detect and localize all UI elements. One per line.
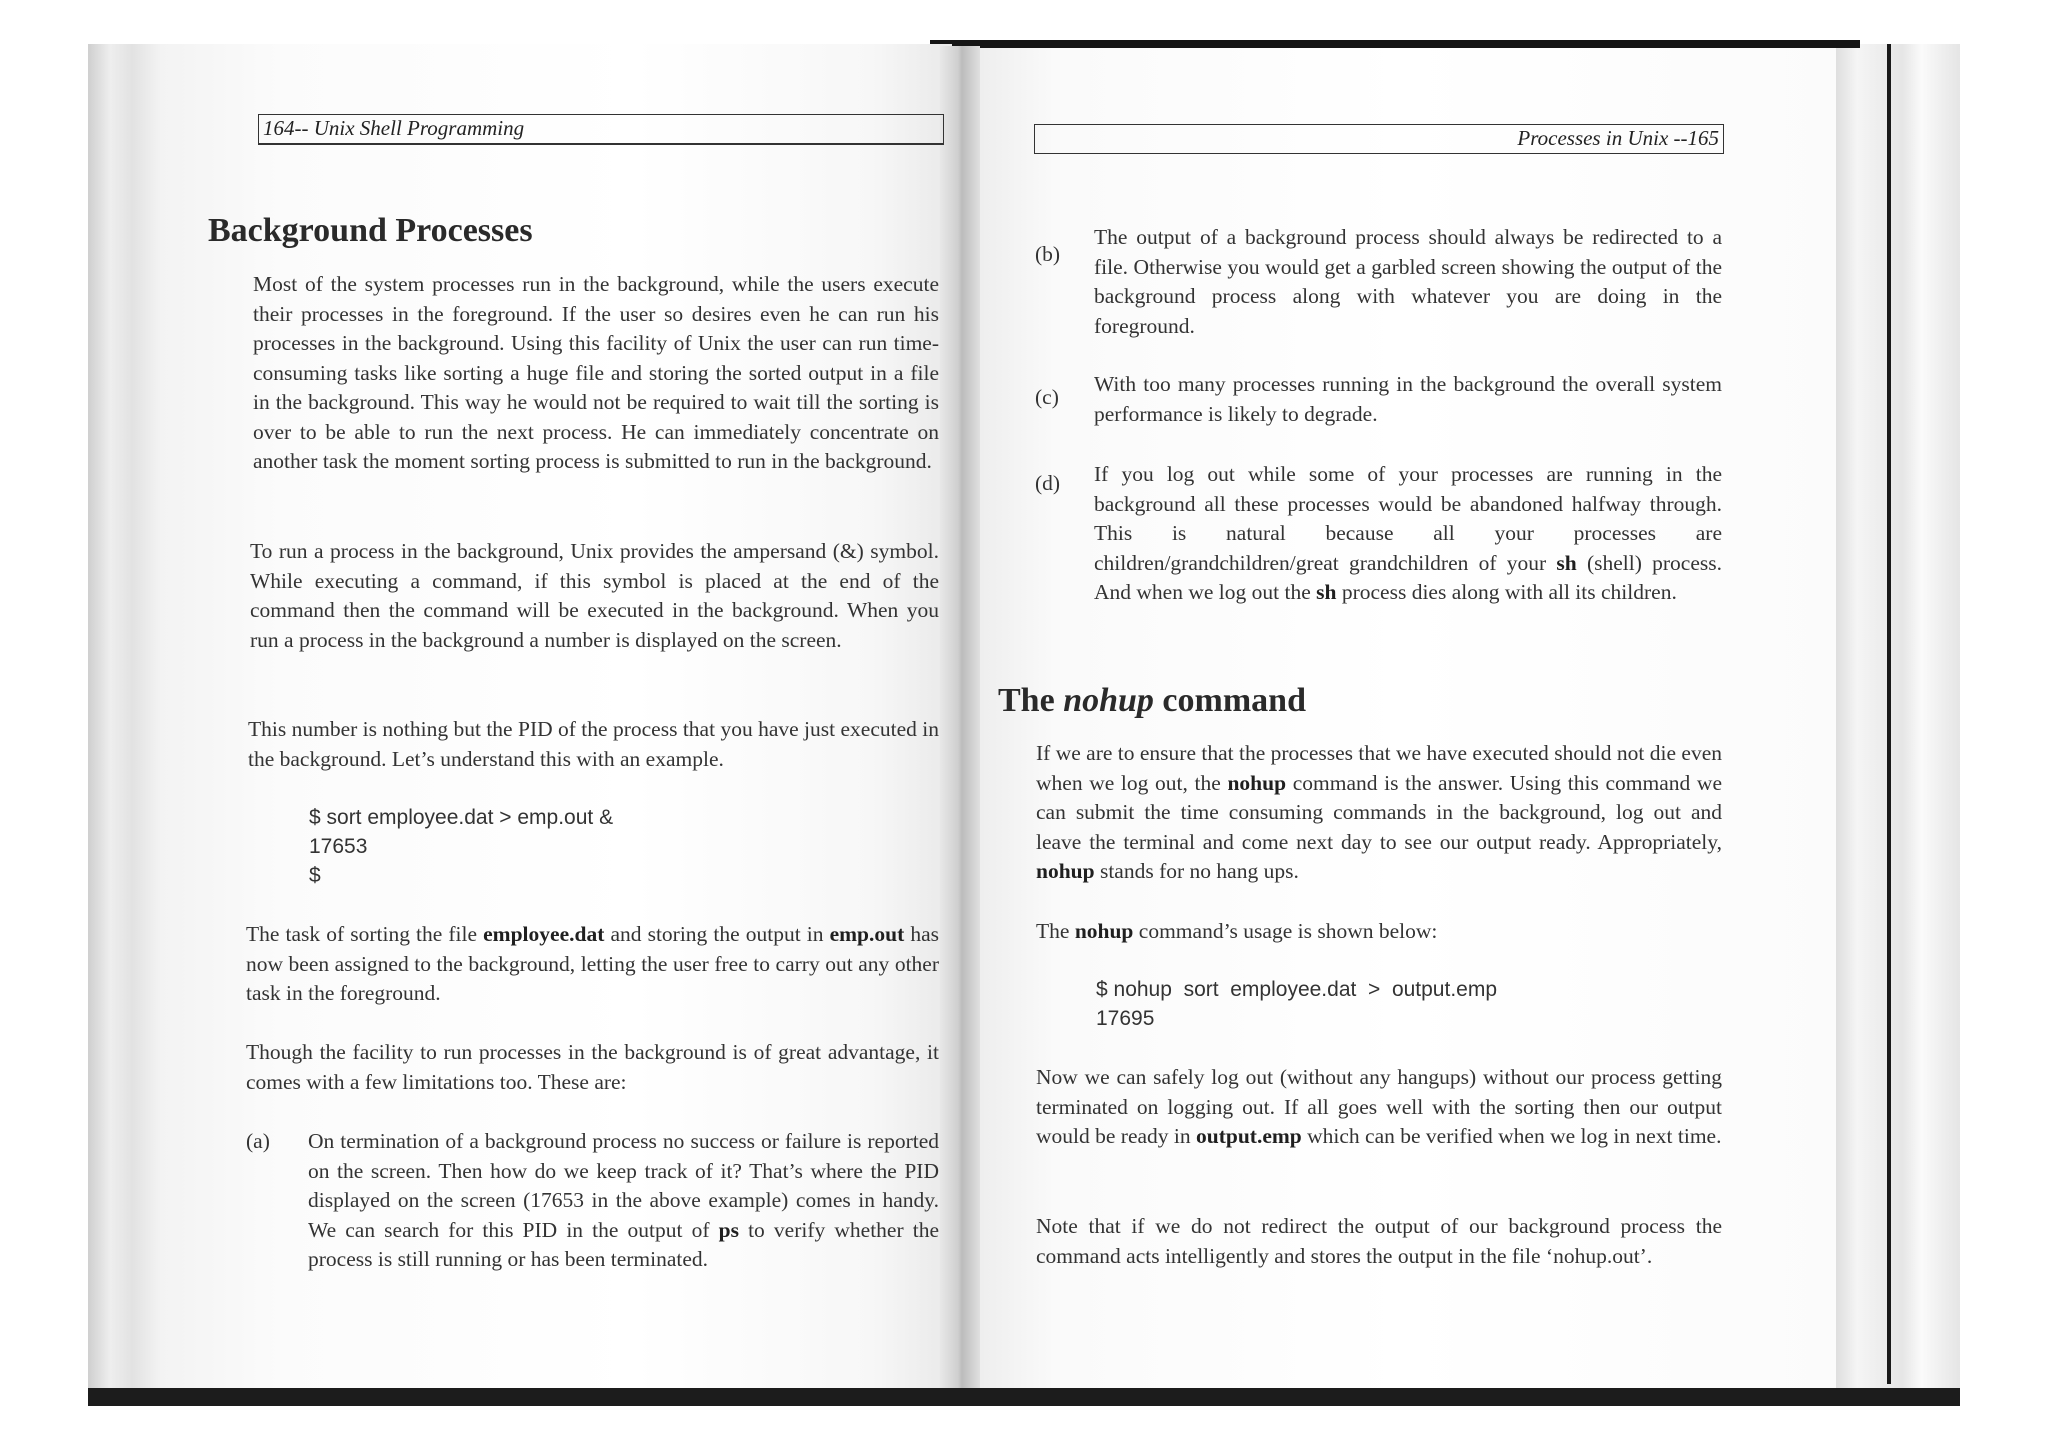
text-run: Now we can safely log out (without any hangups) without our process getting terminated on logging out. If all goes well with the sorting then our output would be ready in xyxy=(1036,1065,1722,1148)
item-b-text: The output of a background process should always be redirected to a file. Otherwise you would get a garbled screen showing the output of the background process along with whatever you are doing in the foreground. xyxy=(1094,225,1722,338)
paragraph-nohup-intro xyxy=(1036,739,1722,887)
code-line: $ sort employee.dat > emp.out & xyxy=(309,806,614,829)
command-nohup: nohup xyxy=(1074,919,1134,943)
item-b-label: (b) xyxy=(1035,242,1061,266)
bottom-cover-edge xyxy=(88,1388,1960,1406)
filename-employee-dat: employee.dat xyxy=(483,922,605,946)
right-page-edges xyxy=(1832,44,1960,1404)
text-run-italic: nohup xyxy=(1063,682,1154,719)
text-run: command is the answer. Using this command we can submit the time consuming commands in the background, log out and leave the terminal and come next day to see our output ready. Appropriately, xyxy=(1036,770,1722,854)
text-run: The xyxy=(998,682,1064,719)
item-a-text xyxy=(308,1127,939,1275)
command-nohup: nohup xyxy=(1227,770,1287,795)
right-running-header: Processes in Unix --165 xyxy=(1034,124,1724,154)
text-run: The task of sorting the file xyxy=(246,922,484,946)
item-a-label: (a) xyxy=(246,1129,270,1153)
command-nohup: nohup xyxy=(1036,859,1095,883)
text-run: which can be verified when we log in next time. xyxy=(1301,1124,1722,1148)
left-page-edges xyxy=(88,44,162,1404)
filename-output-emp: output.emp xyxy=(1196,1124,1302,1148)
text-run: The xyxy=(1036,919,1075,943)
paragraph-nohup-usage xyxy=(1036,917,1722,947)
command-sh: sh xyxy=(1316,580,1337,604)
cover-edge xyxy=(1887,44,1891,1384)
code-line: $ xyxy=(309,864,321,887)
code-example-sort xyxy=(309,803,613,890)
paragraph-pid: This number is nothing but the PID of the process that you have just executed in the background. Let’s understand this with an example. xyxy=(248,717,939,771)
left-running-header: 164-- Unix Shell Programming xyxy=(258,114,944,145)
text-run: command’s usage is shown below: xyxy=(1133,919,1438,943)
text-run: On termination of a background process no success or failure is reported on the screen. Then how do we keep track of it? That’s where the PID displayed on the screen (17653 in the above example) comes in handy. We can search for this PID in the output of xyxy=(308,1129,939,1242)
item-d-label: (d) xyxy=(1035,471,1061,495)
code-line: 17695 xyxy=(1096,1007,1155,1030)
paragraph-task-sorting xyxy=(246,920,939,1009)
book-gutter xyxy=(940,46,980,1388)
heading-background-processes: Background Processes xyxy=(208,212,533,249)
text-run: If we are to ensure that the processes that we have executed should not die even when we log out, the xyxy=(1036,741,1722,795)
paragraph-safely-log-out xyxy=(1036,1063,1722,1152)
code-line: $ nohup sort employee.dat > output.emp xyxy=(1096,978,1498,1001)
text-run: and storing the output in xyxy=(604,922,830,946)
paragraph-intro: Most of the system processes run in the background, while the users execute their processes in the foreground. If the user so desires even he can run his processes in the background. Using this facility of Unix the user can run time-consuming tasks like sorting a huge file and storing the sorted output in a file in the background. This way he would not be required to wait till the sorting is over to be able to run the next process. He can immediately concentrate on another task the moment sorting process is submitted to run in the background. xyxy=(253,272,939,473)
heading-nohup-command xyxy=(998,682,1306,720)
top-cover-edge xyxy=(930,40,1860,48)
filename-emp-out: emp.out xyxy=(829,922,905,946)
text-run: (shell) process. And when we log out the xyxy=(1094,550,1723,604)
code-example-nohup xyxy=(1096,975,1497,1033)
code-line: 17653 xyxy=(309,835,368,858)
text-run: has now been assigned to the background, letting the user free to carry out any other task in the foreground. xyxy=(246,922,939,1005)
item-c-text: With too many processes running in the background the overall system performance is likely to degrade. xyxy=(1094,372,1722,426)
paragraph-limitations: Though the facility to run processes in the background is of great advantage, it comes with a few limitations too. These are: xyxy=(246,1040,939,1094)
text-run: to verify whether the process is still running or has been terminated. xyxy=(308,1217,939,1271)
text-run: If you log out while some of your processes are running in the background all these processes would be abandoned halfway through. This is natural because all your processes are children/grandchildren/great grandchildren of your xyxy=(1094,462,1722,575)
item-d-text xyxy=(1094,460,1722,608)
paragraph-nohup-out: Note that if we do not redirect the output of our background process the command acts intelligently and stores the output in the file ‘nohup.out’. xyxy=(1036,1214,1722,1268)
paragraph-ampersand: To run a process in the background, Unix provides the ampersand (&) symbol. While executing a command, if this symbol is placed at the end of the command then the command will be executed in the background. When you run a process in the background a number is displayed on the screen. xyxy=(250,539,939,652)
text-run: stands for no hang ups. xyxy=(1094,859,1299,883)
text-run: command xyxy=(1153,682,1306,719)
command-sh: sh xyxy=(1556,550,1577,575)
command-ps: ps xyxy=(718,1217,739,1242)
item-c-label: (c) xyxy=(1035,385,1059,409)
text-run: process dies along with all its children. xyxy=(1336,580,1677,604)
